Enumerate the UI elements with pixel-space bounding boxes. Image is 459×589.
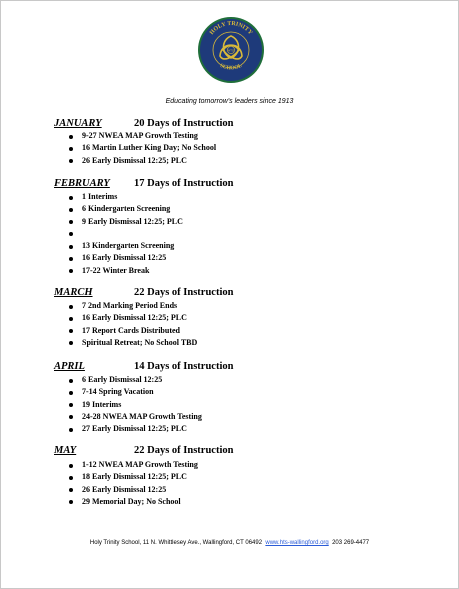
list-item: 29 Memorial Day; No School — [56, 496, 198, 508]
list-item: 9-27 NWEA MAP Growth Testing — [56, 130, 216, 142]
footer — [0, 540, 459, 546]
list-item: 16 Martin Luther King Day; No School — [56, 142, 216, 154]
list-item: 1-12 NWEA MAP Growth Testing — [56, 459, 198, 471]
month-name: FEBRUARY — [54, 178, 110, 189]
month-list-march — [56, 300, 197, 349]
list-item: 7-14 Spring Vacation — [56, 386, 202, 398]
list-item: 27 Early Dismissal 12:25; PLC — [56, 423, 202, 435]
logo-monogram: HTS — [228, 48, 234, 53]
list-item: 6 Kindergarten Screening — [56, 203, 183, 215]
month-name: MAY — [54, 445, 77, 456]
tagline: Educating tomorrow's leaders since 1913 — [165, 98, 294, 105]
website-link[interactable]: www.hts-wallingford.org — [265, 540, 329, 546]
month-list-february — [56, 191, 183, 277]
logo-text-top: HOLY TRINITY — [208, 20, 254, 37]
list-item: 19 Interims — [56, 399, 202, 411]
month-name: MARCH — [54, 287, 93, 298]
month-name: APRIL — [54, 361, 85, 372]
list-item: 7 2nd Marking Period Ends — [56, 300, 197, 312]
month-heading-march — [54, 286, 233, 300]
list-item: 17 Report Cards Distributed — [56, 325, 197, 337]
list-item: 16 Early Dismissal 12:25; PLC — [56, 312, 197, 324]
month-heading-april — [54, 360, 233, 374]
list-item: 6 Early Dismissal 12:25 — [56, 374, 202, 386]
days-of-instruction: 22 Days of Instruction — [134, 445, 234, 456]
days-of-instruction: 14 Days of Instruction — [134, 361, 234, 372]
school-logo — [197, 10, 265, 94]
list-item: Spiritual Retreat; No School TBD — [56, 337, 197, 349]
month-list-may — [56, 459, 198, 508]
list-item: 16 Early Dismissal 12:25 — [56, 252, 183, 264]
month-list-january — [56, 130, 216, 167]
list-item: 17-22 Winter Break — [56, 265, 183, 277]
list-item: 9 Early Dismissal 12:25; PLC — [56, 216, 183, 228]
logo-text-bottom: SCHOOL — [218, 62, 244, 72]
month-heading-january — [54, 117, 233, 131]
days-of-instruction: 22 Days of Instruction — [134, 287, 234, 298]
footer-address: Holy Trinity School, 11 N. Whittlesey Ave., Wallingford, CT 06492 — [89, 540, 263, 546]
month-heading-february — [54, 177, 233, 191]
list-item — [56, 228, 183, 240]
list-item: 1 Interims — [56, 191, 183, 203]
list-item: 24-28 NWEA MAP Growth Testing — [56, 411, 202, 423]
days-of-instruction: 20 Days of Instruction — [134, 118, 234, 129]
footer-phone: 203 269-4477 — [332, 540, 370, 546]
month-heading-may — [54, 444, 233, 458]
list-item: 13 Kindergarten Screening — [56, 240, 183, 252]
list-item: 26 Early Dismissal 12:25 — [56, 484, 198, 496]
list-item: 18 Early Dismissal 12:25; PLC — [56, 471, 198, 483]
month-list-april — [56, 374, 202, 435]
month-name: JANUARY — [54, 118, 102, 129]
days-of-instruction: 17 Days of Instruction — [134, 178, 234, 189]
list-item: 26 Early Dismissal 12:25; PLC — [56, 155, 216, 167]
